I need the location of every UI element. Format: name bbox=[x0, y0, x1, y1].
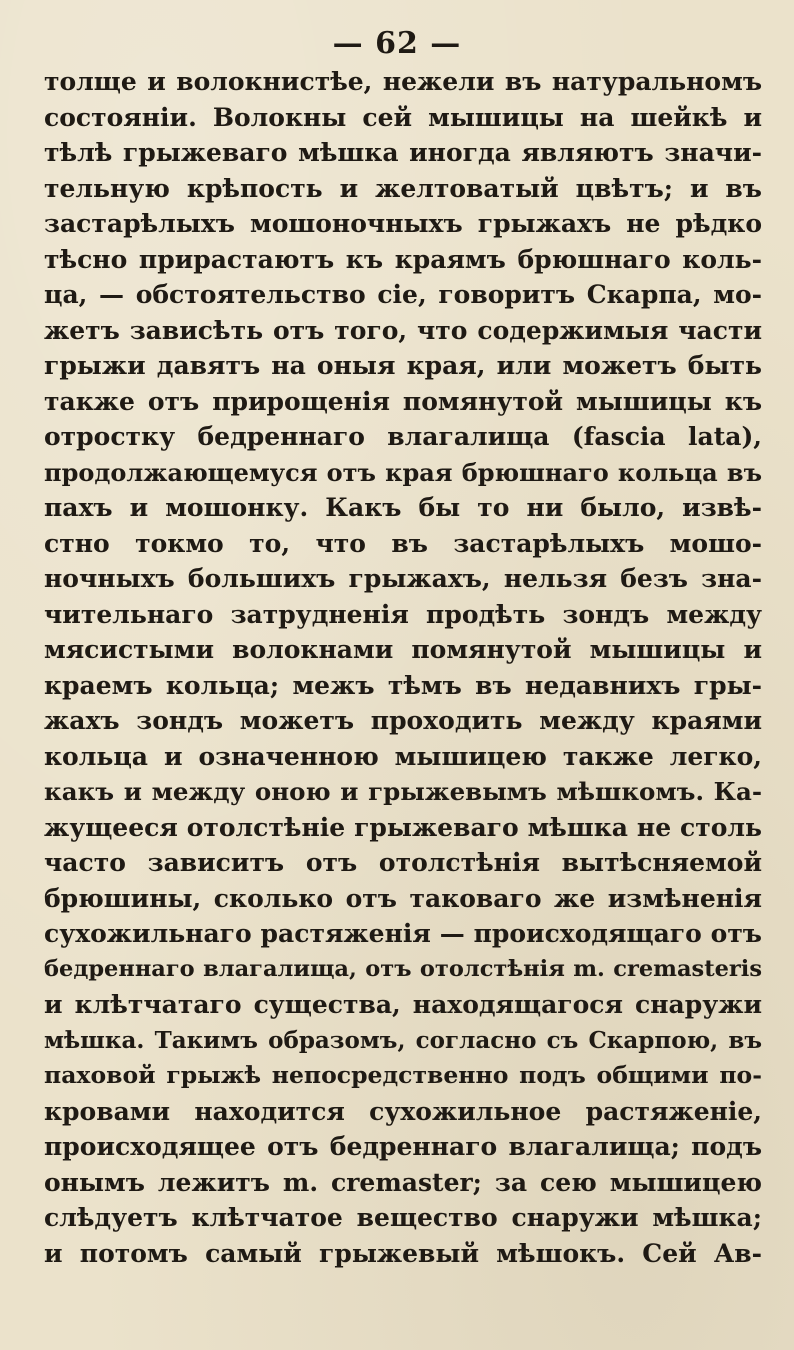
text-line: стно токмо то, что въ застарѣлыхъ мошо- bbox=[44, 528, 762, 558]
text-line: кровами находится сухожильное растяженіе, bbox=[44, 1096, 762, 1126]
text-line: мѣшка. Такимъ образомъ, согласно съ Скарпою, въ bbox=[44, 1026, 762, 1054]
page-number: — 62 — bbox=[332, 26, 462, 61]
text-line: также отъ прирощенія помянутой мышицы къ bbox=[44, 386, 762, 416]
text-line: и клѣтчатаго существа, находящагося снаружи bbox=[44, 990, 762, 1019]
text-line: какъ и между оною и грыжевымъ мѣшкомъ. Ка- bbox=[44, 777, 762, 806]
text-line: отростку бедреннаго влагалища (fascia lata), bbox=[44, 422, 762, 451]
text-line: часто зависитъ отъ отолстѣнія вытѣсняемой bbox=[44, 848, 762, 877]
text-line: тѣсно прирастаютъ къ краямъ брюшнаго коль- bbox=[44, 244, 762, 274]
text-line: тельную крѣпость и желтоватый цвѣтъ; и въ bbox=[44, 173, 762, 203]
text-line: и потомъ самый грыжевый мѣшокъ. Сей Ав- bbox=[44, 1238, 762, 1268]
text-line: слѣдуетъ клѣтчатое вещество снаружи мѣшка; bbox=[44, 1203, 762, 1232]
text-line: пахъ и мошонку. Какъ бы то ни было, извѣ- bbox=[44, 493, 762, 522]
text-line: ночныхъ большихъ грыжахъ, нельзя безъ зна- bbox=[44, 564, 762, 593]
text-line: сухожильнаго растяженія — происходящаго отъ bbox=[44, 919, 762, 948]
text-line: чительнаго затрудненія продѣть зондъ между bbox=[44, 599, 762, 629]
text-line: краемъ кольца; межъ тѣмъ въ недавнихъ гры- bbox=[44, 670, 762, 700]
text-line: жетъ зависѣть отъ того, что содержимыя части bbox=[44, 315, 762, 345]
text-line: жущееся отолстѣніе грыжеваго мѣшка не столь bbox=[44, 812, 762, 842]
body-text bbox=[44, 64, 762, 1271]
text-line: мясистыми волокнами помянутой мышицы и bbox=[44, 635, 762, 664]
text-line: онымъ лежитъ m. cremaster; за сею мышицею bbox=[44, 1167, 762, 1197]
text-line: жахъ зондъ можетъ проходить между краями bbox=[44, 706, 762, 735]
text-line: ца, — обстоятельство сіе, говоритъ Скарпа, мо- bbox=[44, 280, 762, 309]
text-line: грыжи давятъ на оныя края, или можетъ быть bbox=[44, 351, 762, 380]
text-line: продолжающемуся отъ края брюшнаго кольца въ bbox=[44, 457, 762, 487]
text-line: застарѣлыхъ мошоночныхъ грыжахъ не рѣдко bbox=[44, 209, 762, 238]
text-line: бедреннаго влагалища, отъ отолстѣнія m. cremasteris bbox=[44, 955, 762, 982]
text-line: паховой грыжѣ непосредственно подъ общими по- bbox=[44, 1061, 762, 1089]
text-line: толще и волокнистѣе, нежели въ натуральномъ bbox=[44, 67, 762, 96]
text-line: тѣлѣ грыжеваго мѣшка иногда являютъ значи- bbox=[44, 138, 762, 167]
text-line: происходящее отъ бедреннаго влагалища; подъ bbox=[44, 1132, 762, 1161]
text-line: кольца и означенною мышицею также легко, bbox=[44, 741, 762, 771]
text-line: брюшины, сколько отъ таковаго же измѣненія bbox=[44, 883, 762, 913]
text-line: состояніи. Волокны сей мышицы на шейкѣ и bbox=[44, 102, 762, 132]
